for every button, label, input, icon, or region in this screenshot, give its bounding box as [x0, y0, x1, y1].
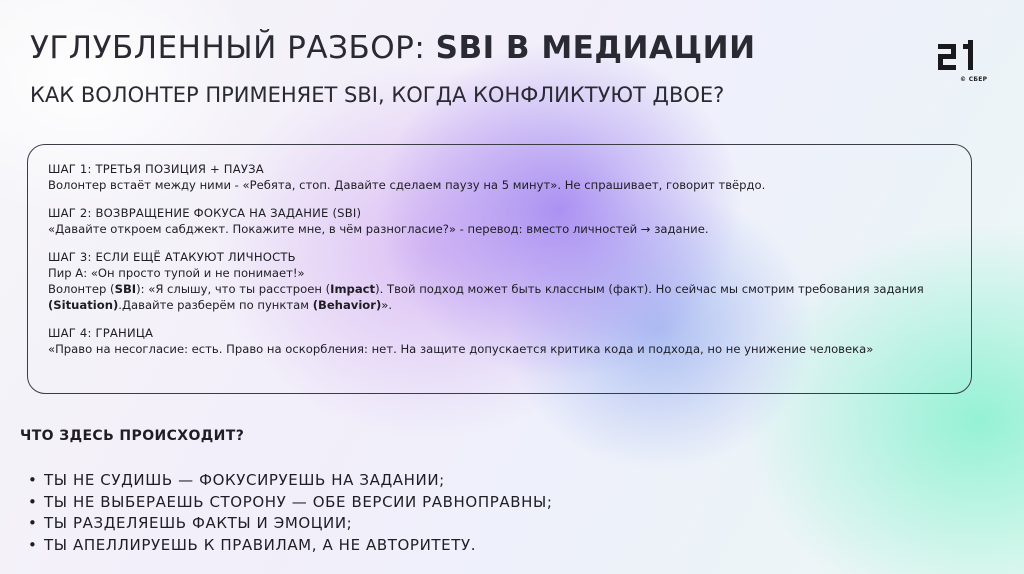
list-item — [28, 470, 552, 492]
step-1 — [48, 161, 971, 193]
list-item-text: ТЫ НЕ СУДИШЬ — ФОКУСИРУЕШЬ НА ЗАДАНИИ; — [44, 471, 445, 489]
text-bold-fragment: SBI — [114, 282, 137, 296]
page-subtitle: КАК ВОЛОНТЕР ПРИМЕНЯЕТ SBI, КОГДА КОНФЛИКТУЮТ ДВОЕ? — [30, 83, 725, 107]
page-title-light: УГЛУБЛЕННЫЙ РАЗБОР: — [30, 30, 426, 66]
step-text: Волонтер встаёт между ними - «Ребята, стоп. Давайте сделаем паузу на 5 минут». Не спрашивает, говорит твёрдо. — [48, 178, 766, 192]
logo-21-icon — [936, 40, 986, 92]
list-item — [28, 535, 552, 557]
step-text: Пир А: «Он просто тупой и не понимает!» — [48, 266, 305, 280]
section-question: ЧТО ЗДЕСЬ ПРОИСХОДИТ? — [20, 428, 245, 444]
page-title-bold: SBI В МЕДИАЦИИ — [435, 30, 756, 66]
step-heading: ШАГ 3: ЕСЛИ ЕЩЁ АТАКУЮТ ЛИЧНОСТЬ — [48, 250, 296, 264]
step-heading: ШАГ 2: ВОЗВРАЩЕНИЕ ФОКУСА НА ЗАДАНИЕ (SBI) — [48, 206, 362, 220]
list-item — [28, 513, 552, 535]
bullet-icon: • — [28, 514, 38, 532]
step-text — [48, 297, 971, 313]
list-item-text: ТЫ АПЕЛЛИРУЕШЬ К ПРАВИЛАМ, А НЕ АВТОРИТЕТУ. — [44, 535, 477, 554]
bullet-icon: • — [28, 471, 38, 489]
bullet-list — [28, 470, 552, 556]
list-item-text: ТЫ НЕ ВЫБЕРАЕШЬ СТОРОНУ — ОБЕ ВЕРСИИ РАВНОПРАВНЫ; — [44, 492, 553, 511]
text-bold-fragment: Impact — [330, 282, 376, 296]
step-2 — [48, 205, 971, 237]
list-item-text: ТЫ РАЗДЕЛЯЕШЬ ФАКТЫ И ЭМОЦИИ; — [44, 514, 353, 532]
step-text: «Давайте откроем сабджект. Покажите мне, в чём разногласие?» - перевод: вместо личностей → задание. — [48, 222, 709, 236]
list-item — [28, 492, 552, 514]
steps-card — [27, 144, 972, 394]
bullet-icon: • — [28, 535, 38, 554]
text-fragment: ». — [381, 298, 393, 312]
step-heading: ШАГ 1: ТРЕТЬЯ ПОЗИЦИЯ + ПАУЗА — [48, 162, 264, 176]
step-4 — [48, 325, 971, 357]
step-text: «Право на несогласие: есть. Право на оскорбления: нет. На защите допускается критика кода и подхода, но не унижение человека» — [48, 342, 874, 356]
bullet-icon: • — [28, 492, 38, 511]
step-text — [48, 281, 971, 297]
text-fragment: Волонтер ( — [48, 282, 115, 296]
text-bold-fragment: (Behavior) — [312, 298, 382, 312]
text-bold-fragment: (Situation) — [48, 298, 119, 312]
text-fragment: ). Твой подход может быть классным (факт). Но сейчас мы смотрим требования задания — [375, 282, 924, 296]
logo-caption: © СБЕР — [960, 76, 988, 83]
page-title — [30, 30, 756, 66]
text-fragment: ): «Я слышу, что ты расстроен ( — [136, 282, 331, 296]
step-3 — [48, 249, 971, 313]
step-heading: ШАГ 4: ГРАНИЦА — [48, 326, 154, 340]
text-fragment: .Давайте разберём по пунктам — [118, 298, 313, 312]
